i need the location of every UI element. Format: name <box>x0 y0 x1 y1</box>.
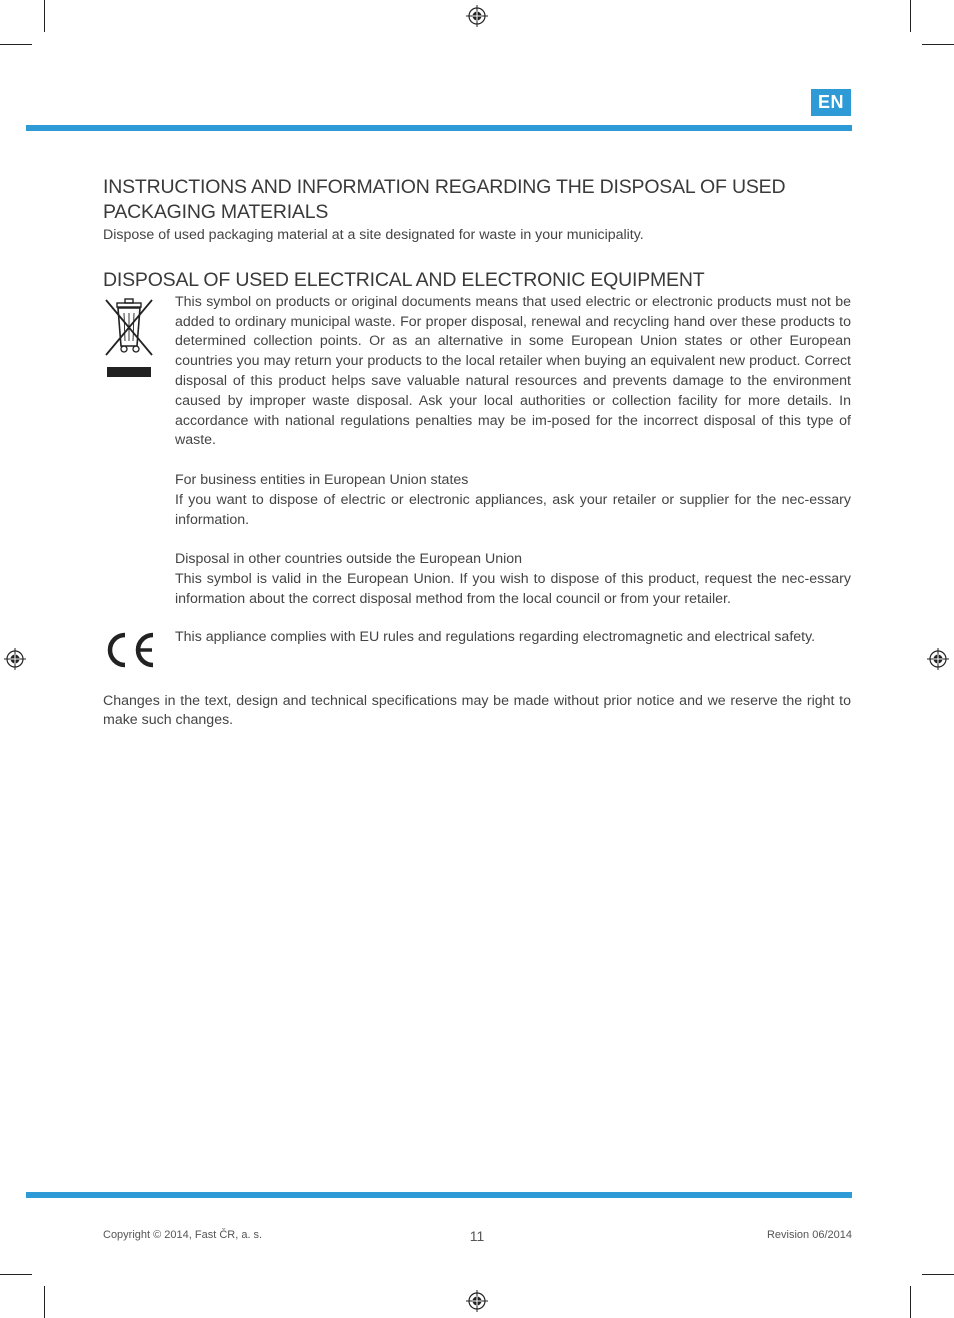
registration-mark-icon <box>4 648 26 670</box>
weee-section-title: DISPOSAL OF USED ELECTRICAL AND ELECTRONIC EQUIPMENT <box>103 268 705 291</box>
crop-mark <box>910 1286 911 1318</box>
registration-mark-icon <box>927 648 949 670</box>
crop-mark <box>44 1286 45 1318</box>
copyright-text: Copyright © 2014, Fast ČR, a. s. <box>103 1229 263 1241</box>
crop-mark <box>0 44 32 45</box>
weee-main-paragraph: This symbol on products or original documents means that used electric or electronic products must not be added to ordinary municipal waste. For proper disposal, renewal and recycling hand over these products to determined collection points. Or as an alternative in some European Union states or other European countries you may return your products to the local retailer when buying an equivalent new product. Correct disposal of this product helps save valuable natural resources and prevents damage to the environment caused by improper waste disposal. Ask your local authorities or collection facility for more details. In accordance with national regulations penalties may be im-posed for the incorrect disposal of this type of waste. <box>175 293 851 449</box>
page-number: 11 <box>469 1228 485 1244</box>
registration-mark-icon <box>466 1290 488 1312</box>
ce-mark-icon <box>103 630 157 670</box>
outside-eu-heading: Disposal in other countries outside the European Union <box>175 551 523 568</box>
changes-notice: Changes in the text, design and technical specifications may be made without prior notice and we reserve the right to make such changes. <box>103 692 851 729</box>
crop-mark <box>0 1274 32 1275</box>
crossed-out-wheelie-bin-icon <box>103 297 155 379</box>
packaging-section-title: INSTRUCTIONS AND INFORMATION REGARDING THE DISPOSAL OF USED PACKAGING MATERIALS <box>103 176 786 223</box>
crop-mark <box>922 1274 954 1275</box>
crop-mark <box>44 0 45 32</box>
crop-mark <box>910 0 911 32</box>
packaging-section-text: Dispose of used packaging material at a site designated for waste in your municipality. <box>103 227 644 243</box>
outside-eu-text: This symbol is valid in the European Union. If you wish to dispose of this product, request the nec-essary information about the correct disposal method from the local council or from your retailer. <box>175 570 851 607</box>
registration-mark-icon <box>466 5 488 27</box>
language-badge: EN <box>811 89 851 116</box>
business-entities-text: If you want to dispose of electric or electronic appliances, ask your retailer or supplier for the nec-essary information. <box>175 491 851 528</box>
revision-text: Revision 06/2014 <box>766 1229 852 1241</box>
page-content <box>103 175 851 731</box>
ce-compliance-text: This appliance complies with EU rules and regulations regarding electromagnetic and electrical safety. <box>175 628 816 645</box>
crop-mark <box>922 44 954 45</box>
business-entities-heading: For business entities in European Union states <box>175 471 469 488</box>
weee-section-body <box>103 293 851 610</box>
header-rule <box>26 125 852 131</box>
footer-rule <box>26 1192 852 1198</box>
ce-section <box>103 628 851 674</box>
